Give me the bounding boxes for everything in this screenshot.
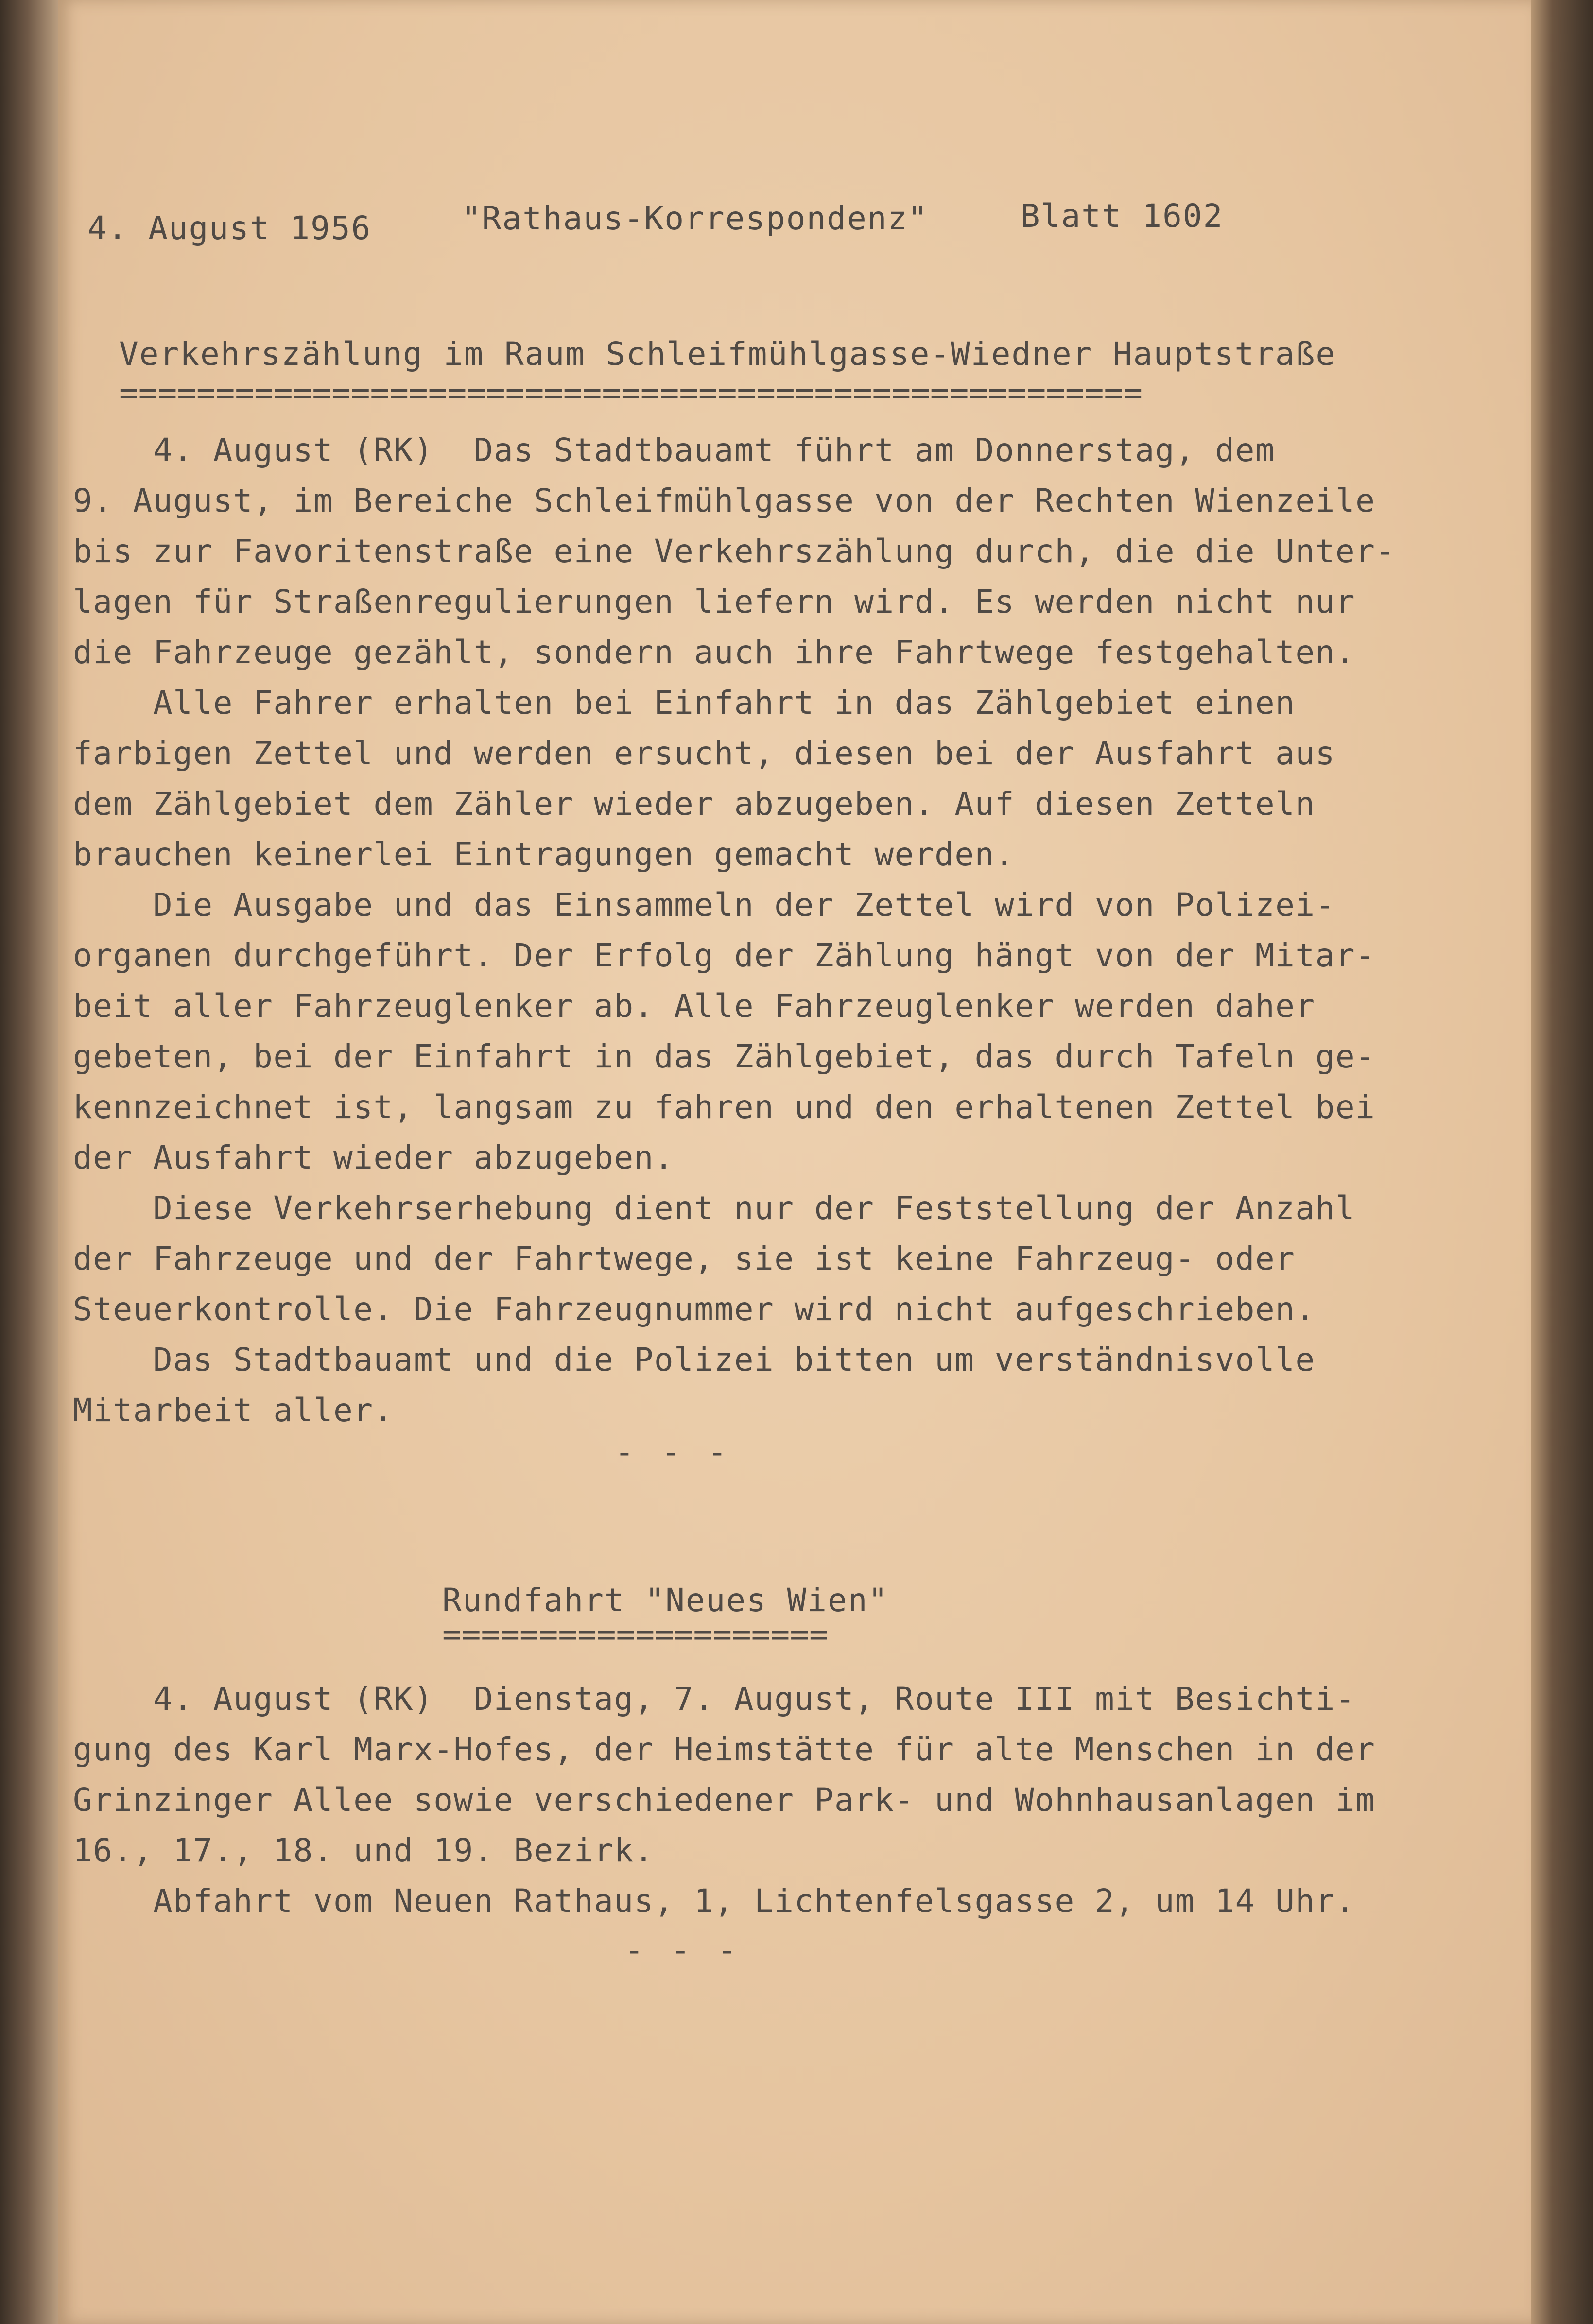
text-line: gebeten, bei der Einfahrt in das Zählgebiet, das durch Tafeln ge-: [73, 1038, 1376, 1075]
article1-body: [73, 425, 1396, 1436]
text-line: 4. August (RK) Das Stadtbauamt führt am Donnerstag, dem: [73, 431, 1276, 469]
text-line: organen durchgeführt. Der Erfolg der Zählung hängt von der Mitar-: [73, 937, 1376, 974]
book-spine: [0, 0, 68, 2324]
text-line: der Fahrzeuge und der Fahrtwege, sie ist keine Fahrzeug- oder: [73, 1240, 1296, 1277]
text-line: Alle Fahrer erhalten bei Einfahrt in das Zählgebiet einen: [73, 684, 1296, 722]
text-line: Steuerkontrolle. Die Fahrzeugnummer wird nicht aufgeschrieben.: [73, 1291, 1316, 1328]
text-line: bis zur Favoritenstraße eine Verkehrszählung durch, die die Unter-: [73, 533, 1396, 570]
article1-separator: - - -: [615, 1433, 731, 1471]
text-line: 9. August, im Bereiche Schleifmühlgasse von der Rechten Wienzeile: [73, 482, 1376, 519]
text-line: kennzeichnet ist, langsam zu fahren und den erhaltenen Zettel bei: [73, 1088, 1376, 1126]
header-date: 4. August 1956: [87, 209, 372, 247]
article1-title-underline: =====================================================: [119, 374, 1143, 412]
page-edge: [1531, 0, 1593, 2324]
article2-separator: - - -: [624, 1931, 741, 1969]
text-line: lagen für Straßenregulierungen liefern wird. Es werden nicht nur: [73, 583, 1356, 620]
text-line: Das Stadtbauamt und die Polizei bitten um verständnisvolle: [73, 1341, 1316, 1378]
text-line: Diese Verkehrserhebung dient nur der Feststellung der Anzahl: [73, 1189, 1356, 1227]
text-line: der Ausfahrt wieder abzugeben.: [73, 1139, 675, 1176]
header-sheet-number: Blatt 1602: [1021, 197, 1224, 235]
text-line: farbigen Zettel und werden ersucht, diesen bei der Ausfahrt aus: [73, 735, 1335, 772]
text-line: 4. August (RK) Dienstag, 7. August, Route III mit Besichti-: [73, 1680, 1356, 1718]
header-publication: "Rathaus-Korrespondenz": [462, 200, 928, 237]
text-line: beit aller Fahrzeuglenker ab. Alle Fahrzeuglenker werden daher: [73, 987, 1316, 1025]
text-line: die Fahrzeuge gezählt, sondern auch ihre Fahrtwege festgehalten.: [73, 634, 1356, 671]
article2-title: Rundfahrt "Neues Wien": [442, 1582, 889, 1619]
text-line: gung des Karl Marx-Hofes, der Heimstätte für alte Menschen in der: [73, 1731, 1376, 1768]
text-line: 16., 17., 18. und 19. Bezirk.: [73, 1832, 654, 1869]
text-line: Die Ausgabe und das Einsammeln der Zettel wird von Polizei-: [73, 886, 1335, 924]
article1-title: Verkehrszählung im Raum Schleifmühlgasse-Wiedner Hauptstraße: [119, 335, 1336, 373]
text-line: Mitarbeit aller.: [73, 1392, 394, 1429]
article2-body: [73, 1674, 1385, 1927]
text-line: brauchen keinerlei Eintragungen gemacht werden.: [73, 836, 1015, 873]
text-line: dem Zählgebiet dem Zähler wieder abzugeben. Auf diesen Zetteln: [73, 785, 1316, 823]
text-line: Grinzinger Allee sowie verschiedener Park- und Wohnhausanlagen im: [73, 1781, 1376, 1819]
article2-title-underline: ====================: [442, 1616, 829, 1653]
text-line: Abfahrt vom Neuen Rathaus, 1, Lichtenfelsgasse 2, um 14 Uhr.: [73, 1882, 1356, 1920]
